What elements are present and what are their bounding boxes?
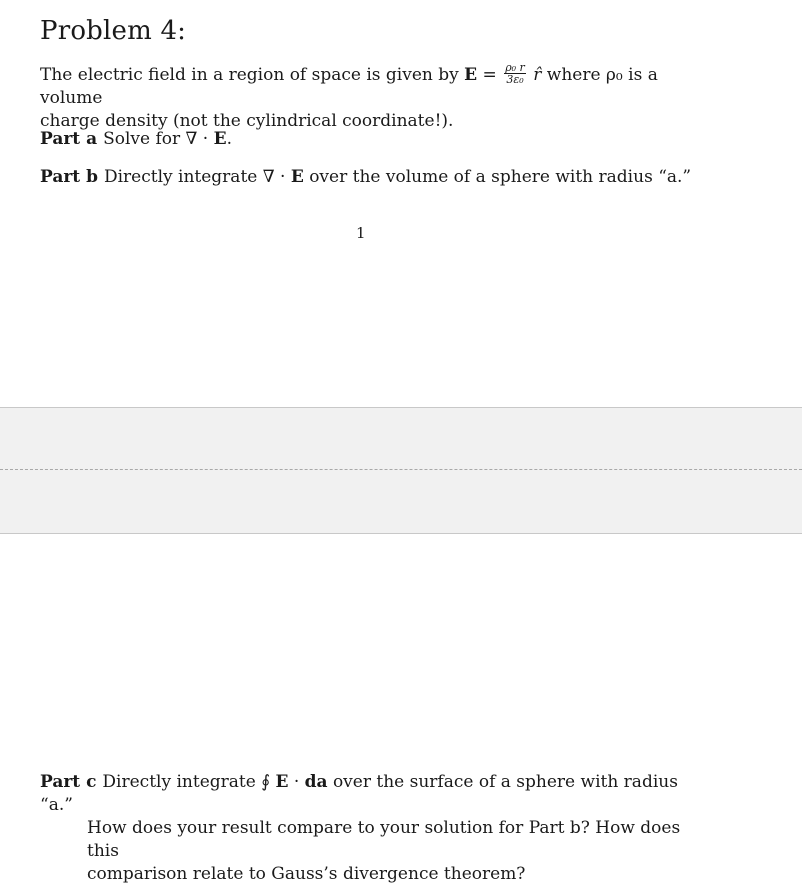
- part-a-label: Part a: [40, 129, 98, 149]
- part-c-text-after: over the surface of a sphere with radius “a.”: [40, 772, 678, 815]
- part-c-text-before: Directly integrate ∮: [102, 772, 276, 792]
- part-b-label: Part b: [40, 167, 98, 187]
- problem-title: Problem 4:: [40, 16, 187, 46]
- part-c-da: da: [304, 772, 328, 792]
- part-b: [40, 166, 700, 189]
- part-a-text-before: Solve for ∇ ·: [103, 129, 214, 149]
- part-a-field: E: [213, 129, 227, 149]
- fraction-numerator: ρ₀ r: [505, 61, 525, 74]
- fraction-denominator: 3ε₀: [506, 73, 524, 86]
- r-hat: r̂: [527, 65, 542, 85]
- part-b-field: E: [290, 167, 304, 187]
- part-c-label: Part c: [40, 772, 97, 792]
- page-1: [0, 0, 802, 407]
- part-b-text-after: over the volume of a sphere with radius “a.”: [303, 167, 692, 187]
- part-c: [40, 771, 710, 886]
- part-a: [40, 128, 700, 151]
- intro-line-2: charge density (not the cylindrical coordinate!).: [40, 111, 454, 131]
- field-symbol: E: [464, 65, 478, 85]
- part-c-field: E: [275, 772, 289, 792]
- problem-statement: [40, 61, 700, 133]
- page-break-divider: [0, 469, 802, 470]
- page-number: 1: [356, 224, 366, 242]
- part-c-line-3: comparison relate to Gauss’s divergence theorem?: [87, 864, 526, 884]
- equals-sign: =: [477, 65, 503, 85]
- intro-text-after: where ρ₀ is a volume: [40, 65, 658, 108]
- intro-text-before: The electric field in a region of space is given by: [40, 65, 465, 85]
- page-gap: [0, 407, 802, 534]
- field-fraction: [504, 62, 526, 85]
- part-b-text-before: Directly integrate ∇ ·: [103, 167, 291, 187]
- part-a-text-after: .: [226, 129, 232, 149]
- part-c-line-2: How does your result compare to your solution for Part b? How does this: [87, 818, 681, 861]
- part-c-dot: ·: [288, 772, 305, 792]
